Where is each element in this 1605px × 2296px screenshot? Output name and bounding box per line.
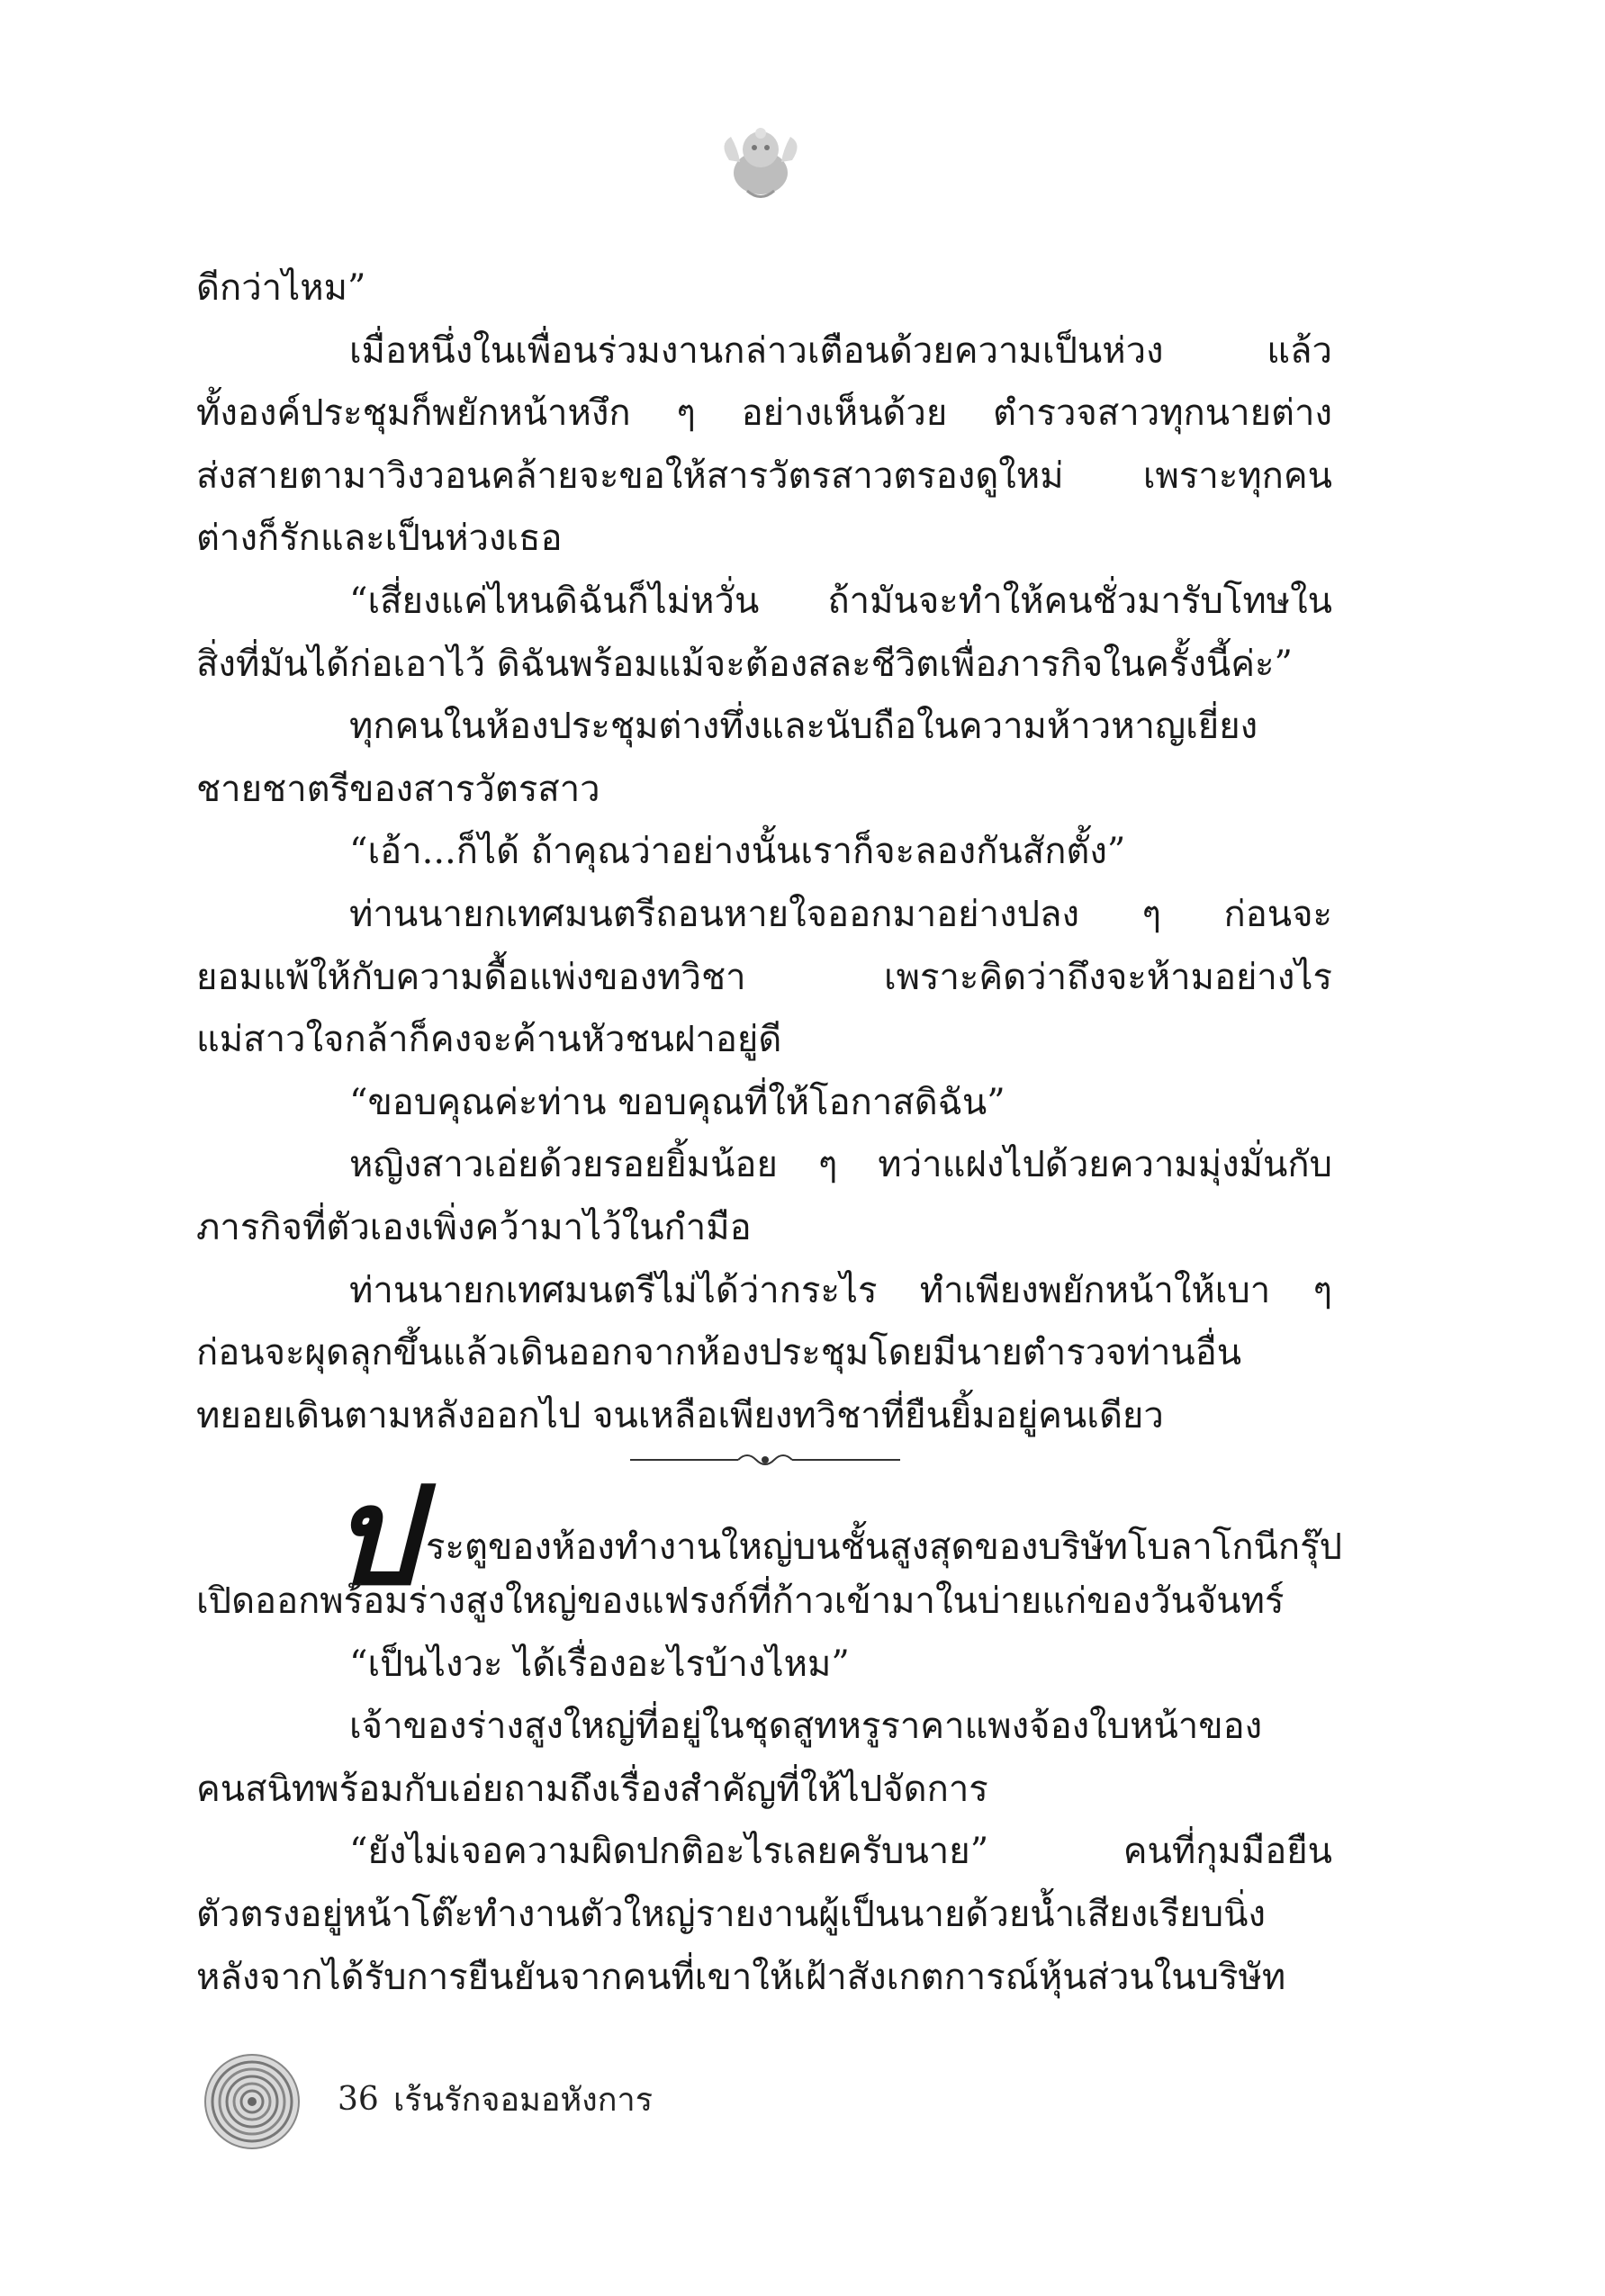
text-line: ชายชาตรีของสารวัตรสาว [196,768,600,810]
section-two-text [196,1571,1332,2009]
text-line: หลังจากได้รับการยืนยันจากคนที่เขาให้เฝ้าสังเกตการณ์หุ้นส่วนในบริษัท [196,1956,1286,1998]
drop-cap: ป [331,1457,418,1616]
text-line: “ขอบคุณค่ะท่าน ขอบคุณที่ให้โอกาสดิฉัน” [349,1081,1005,1123]
text-line: ทยอยเดินตามหลังออกไป จนเหลือเพียงทวิชาที่ยืนยิ้มอยู่คนเดียว [196,1394,1164,1436]
text-line: เปิดออกพร้อมร่างสูงใหญ่ของแฟรงก์ที่ก้าวเข้ามาในบ่ายแก่ของวันจันทร์ [196,1580,1285,1622]
text-line: “เอ้า...ก็ได้ ถ้าคุณว่าอย่างนั้นเราก็จะลองกันสักตั้ง” [349,831,1126,873]
body-text [196,257,1332,1447]
text-line: ต่างก็รักและเป็นห่วงเธอ [196,518,563,560]
text-line: ก่อนจะผุดลุกขึ้นแล้วเดินออกจากห้องประชุมโดยมีนายตำรวจท่านอื่น [196,1332,1242,1374]
text-line: ตัวตรงอยู่หน้าโต๊ะทำงานตัวใหญ่รายงานผู้เป็นนายด้วยน้ำเสียงเรียบนิ่ง [196,1893,1266,1935]
text-line: หญิงสาวเอ่ยด้วยรอยยิ้มน้อย ๆ ทว่าแฝงไปด้วยความมุ่งมั่นกับ [349,1144,1332,1186]
text-line: ส่งสายตามาวิงวอนคล้ายจะขอให้สารวัตรสาวตรองดูใหม่ เพราะทุกคน [196,455,1332,497]
cherub-emblem-icon [711,117,810,207]
text-line: “เป็นไงวะ ได้เรื่องอะไรบ้างไหม” [349,1643,850,1685]
text-line: เมื่อหนึ่งในเพื่อนร่วมงานกล่าวเตือนด้วยความเป็นห่วง แล้ว [349,329,1332,372]
text-line: สิ่งที่มันได้ก่อเอาไว้ ดิฉันพร้อมแม้จะต้องสละชีวิตเพื่อภารกิจในครั้งนี้ค่ะ” [196,643,1293,685]
text-line: ภารกิจที่ตัวเองเพิ่งคว้ามาไว้ในกำมือ [196,1206,752,1248]
text-line: “เสี่ยงแค่ไหนดิฉันก็ไม่หวั่น ถ้ามันจะทำให้คนชั่วมารับโทษใน [349,580,1332,622]
text-line: ทุกคนในห้องประชุมต่างทึ่งและนับถือในความห้าวหาญเยี่ยง [349,706,1258,748]
book-title: เร้นรักจอมอหังการ [393,2081,654,2118]
text-line: ดีกว่าไหม” [196,267,366,309]
text-line: ยอมแพ้ให้กับความดื้อแพ่งของทวิชา เพราะคิดว่าถึงจะห้ามอย่างไร [196,956,1332,998]
page-footer [203,2052,833,2160]
text-line: “ยังไม่เจอความผิดปกติอะไรเลยครับนาย” คนที่กุมมือยืน [349,1831,1332,1873]
text-line: ท่านนายกเทศมนตรีไม่ได้ว่ากระไร ทำเพียงพยักหน้าให้เบา ๆ [349,1269,1332,1311]
section-divider-ornament [630,1449,900,1471]
text-line: เจ้าของร่างสูงใหญ่ที่อยู่ในชุดสูทหรูราคาแพงจ้องใบหน้าของ [349,1706,1263,1748]
drop-cap-line-rest: ระตูของห้องทำงานใหญ่บนชั้นสูงสุดของบริษัทโบลาโกนีกรุ๊ป [426,1526,1342,1568]
text-line: ทั้งองค์ประชุมก็พยักหน้าหงึก ๆ อย่างเห็นด้วย ตำรวจสาวทุกนายต่าง [196,392,1332,435]
page-number: 36 [338,2081,379,2118]
text-line: คนสนิทพร้อมกับเอ่ยถามถึงเรื่องสำคัญที่ให้ไปจัดการ [196,1768,988,1810]
text-line: ท่านนายกเทศมนตรีถอนหายใจออกมาอย่างปลง ๆ ก่อนจะ [349,893,1332,935]
text-line: แม่สาวใจกล้าก็คงจะค้านหัวชนฝาอยู่ดี [196,1019,782,1061]
target-icon [203,2052,302,2151]
